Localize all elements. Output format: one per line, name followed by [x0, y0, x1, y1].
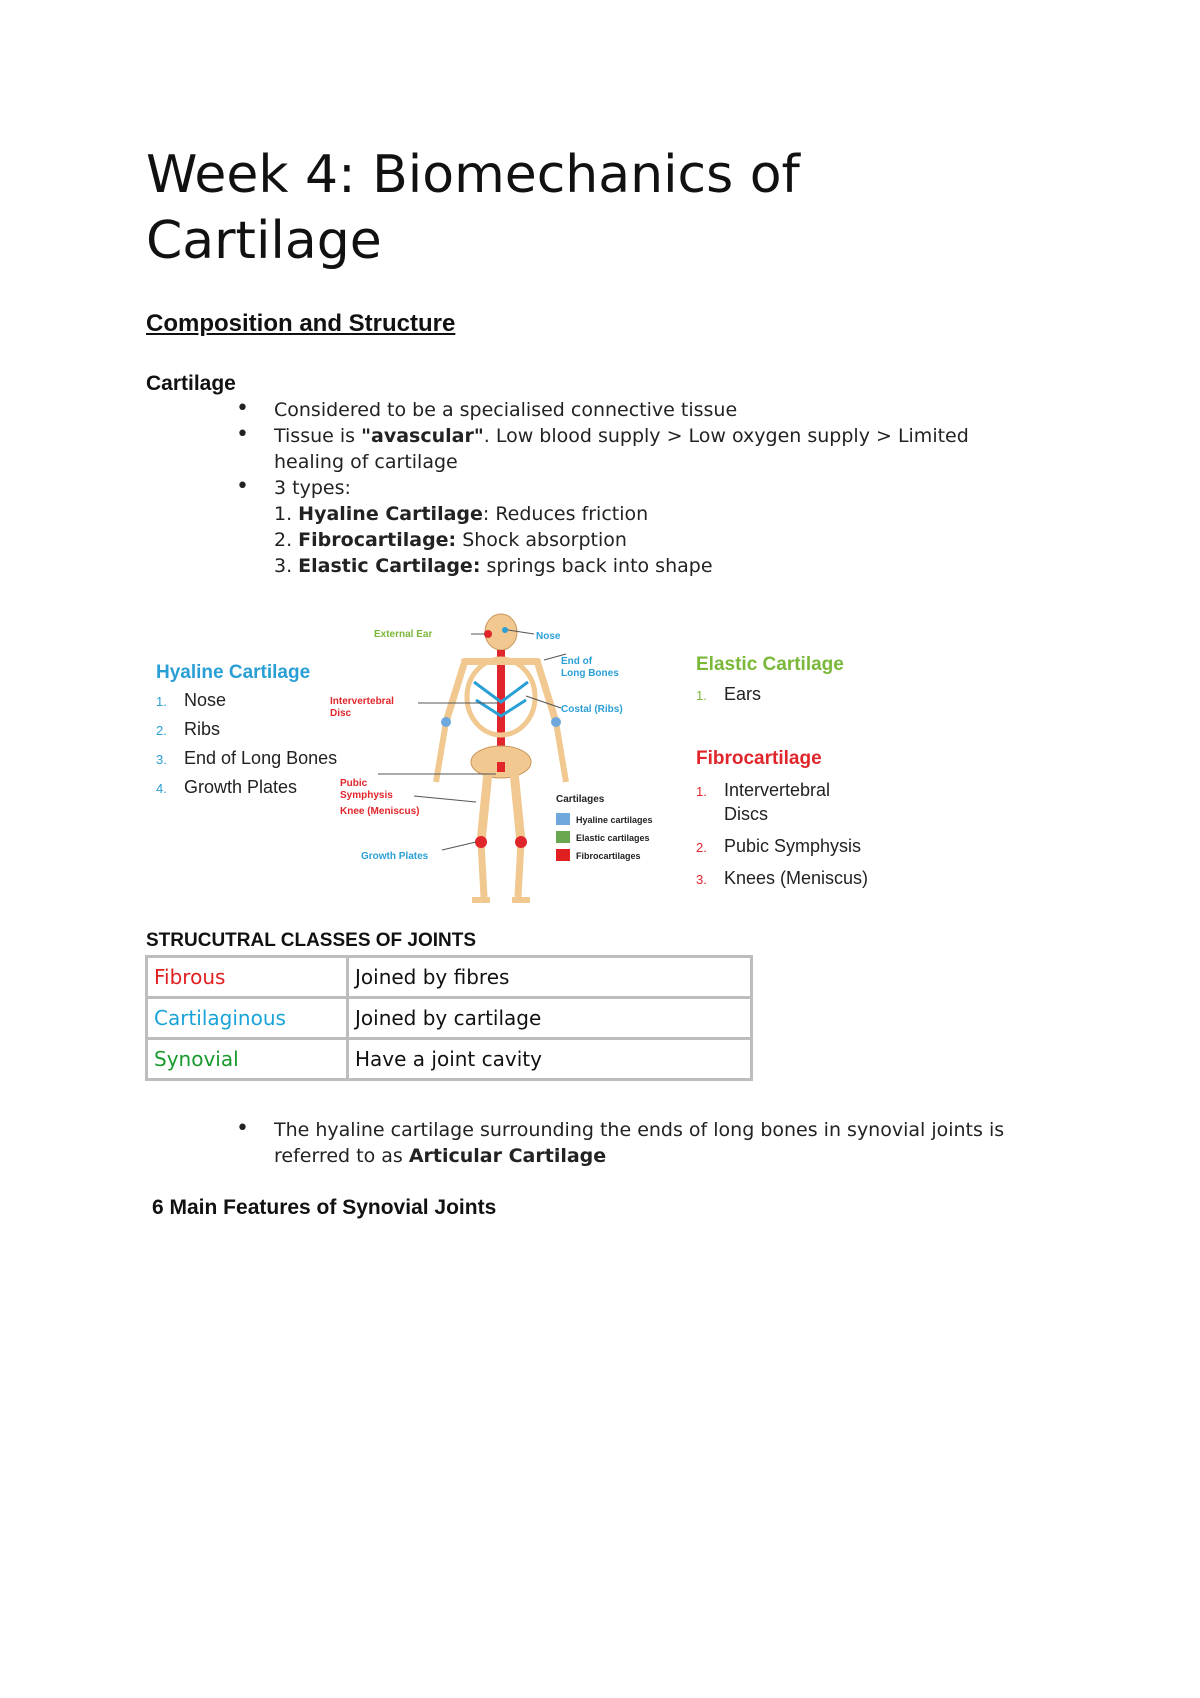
- joint-desc: Joined by cartilage: [348, 998, 752, 1039]
- legend-title: Cartilages: [556, 794, 605, 805]
- hyaline-item: Nose: [184, 690, 227, 710]
- joint-name-fibrous: Fibrous: [147, 957, 348, 998]
- hyaline-item: End of Long Bones: [184, 748, 338, 768]
- label-growth-plates: Growth Plates: [361, 851, 429, 862]
- joint-name-synovial: Synovial: [147, 1039, 348, 1080]
- fibro-item: Pubic Symphysis: [724, 836, 862, 856]
- label-pubic: Pubic: [340, 778, 368, 789]
- fibro-item: Intervertebral: [724, 780, 831, 800]
- table-title: STRUCUTRAL CLASSES OF JOINTS: [146, 930, 477, 951]
- list-item: • Considered to be a specialised connective tissue: [236, 396, 738, 421]
- fibro-num: 1.: [696, 784, 707, 799]
- elastic-num: 1.: [696, 688, 707, 703]
- articular-note-list: [146, 1117, 1066, 1169]
- hyaline-num: 1.: [156, 694, 167, 709]
- label-long-bones: Long Bones: [561, 668, 619, 679]
- section-heading-composition: Composition and Structure: [146, 310, 456, 337]
- articular-cartilage-term: Articular Cartilage: [408, 1145, 607, 1167]
- fibro-num: 3.: [696, 872, 707, 887]
- hyaline-num: 4.: [156, 781, 167, 796]
- list-item: • 3 types:: [236, 474, 351, 499]
- label-symphysis: Symphysis: [340, 790, 393, 801]
- fibro-item: Discs: [724, 804, 768, 824]
- cartilage-skeleton-figure: [146, 612, 886, 912]
- hyaline-item: Growth Plates: [184, 777, 298, 797]
- cartilage-types-list: [146, 501, 1046, 579]
- joint-name-cartilaginous: Cartilaginous: [147, 998, 348, 1039]
- joint-desc: Have a joint cavity: [348, 1039, 752, 1080]
- list-item: • The hyaline cartilage surrounding the ends of long bones in synovial joints is referred to as Articular Cartilage: [236, 1116, 1005, 1167]
- fibro-item: Knees (Meniscus): [724, 868, 869, 888]
- label-intervertebral: Intervertebral: [330, 696, 394, 707]
- joints-table: [145, 955, 753, 1081]
- section-heading-synovial-features: 6 Main Features of Synovial Joints: [152, 1196, 497, 1219]
- skeleton-diagram: [146, 612, 886, 912]
- page-title: Week 4: Biomechanics of Cartilage: [146, 145, 800, 271]
- bullet-icon: •: [236, 422, 249, 447]
- label-end-of: End of: [561, 656, 593, 667]
- label-knee: Knee (Meniscus): [340, 806, 420, 817]
- legend-item: Elastic cartilages: [576, 833, 650, 843]
- type-item-hyaline: 1. Hyaline Cartilage: Reduces friction: [274, 503, 649, 525]
- hyaline-item: Ribs: [184, 719, 221, 739]
- hyaline-num: 2.: [156, 723, 167, 738]
- legend-item: Fibrocartilages: [576, 851, 641, 861]
- label-external-ear: External Ear: [374, 629, 433, 640]
- subheading-cartilage: Cartilage: [146, 372, 236, 395]
- label-disc: Disc: [330, 708, 352, 719]
- legend-swatch-elastic: [556, 831, 570, 843]
- legend-swatch-fibro: [556, 849, 570, 861]
- elastic-item: Ears: [724, 684, 762, 704]
- skeleton-icon: [436, 614, 566, 903]
- type-item-fibro: 2. Fibrocartilage: Shock absorption: [274, 529, 627, 551]
- avascular-term: "avascular": [361, 425, 484, 447]
- table-row: [147, 998, 752, 1039]
- table-row: [147, 1039, 752, 1080]
- joint-desc: Joined by fibres: [348, 957, 752, 998]
- label-costal: Costal (Ribs): [561, 704, 623, 715]
- table-row: [147, 957, 752, 998]
- legend-item: Hyaline cartilages: [576, 815, 653, 825]
- label-nose: Nose: [536, 631, 561, 642]
- hyaline-num: 3.: [156, 752, 167, 767]
- bullet-icon: •: [236, 474, 249, 499]
- cartilage-bullet-list: [146, 397, 1046, 579]
- hyaline-list-title: Hyaline Cartilage: [156, 662, 311, 683]
- bullet-icon: •: [236, 1116, 249, 1141]
- bullet-icon: •: [236, 396, 249, 421]
- list-item: • Tissue is "avascular". Low blood supply > Low oxygen supply > Limited healing of cartilage: [236, 422, 969, 473]
- fibro-num: 2.: [696, 840, 707, 855]
- elastic-list-title: Elastic Cartilage: [696, 654, 844, 675]
- type-item-elastic: 3. Elastic Cartilage: springs back into shape: [274, 555, 713, 577]
- legend-swatch-hyaline: [556, 813, 570, 825]
- fibro-list-title: Fibrocartilage: [696, 748, 822, 769]
